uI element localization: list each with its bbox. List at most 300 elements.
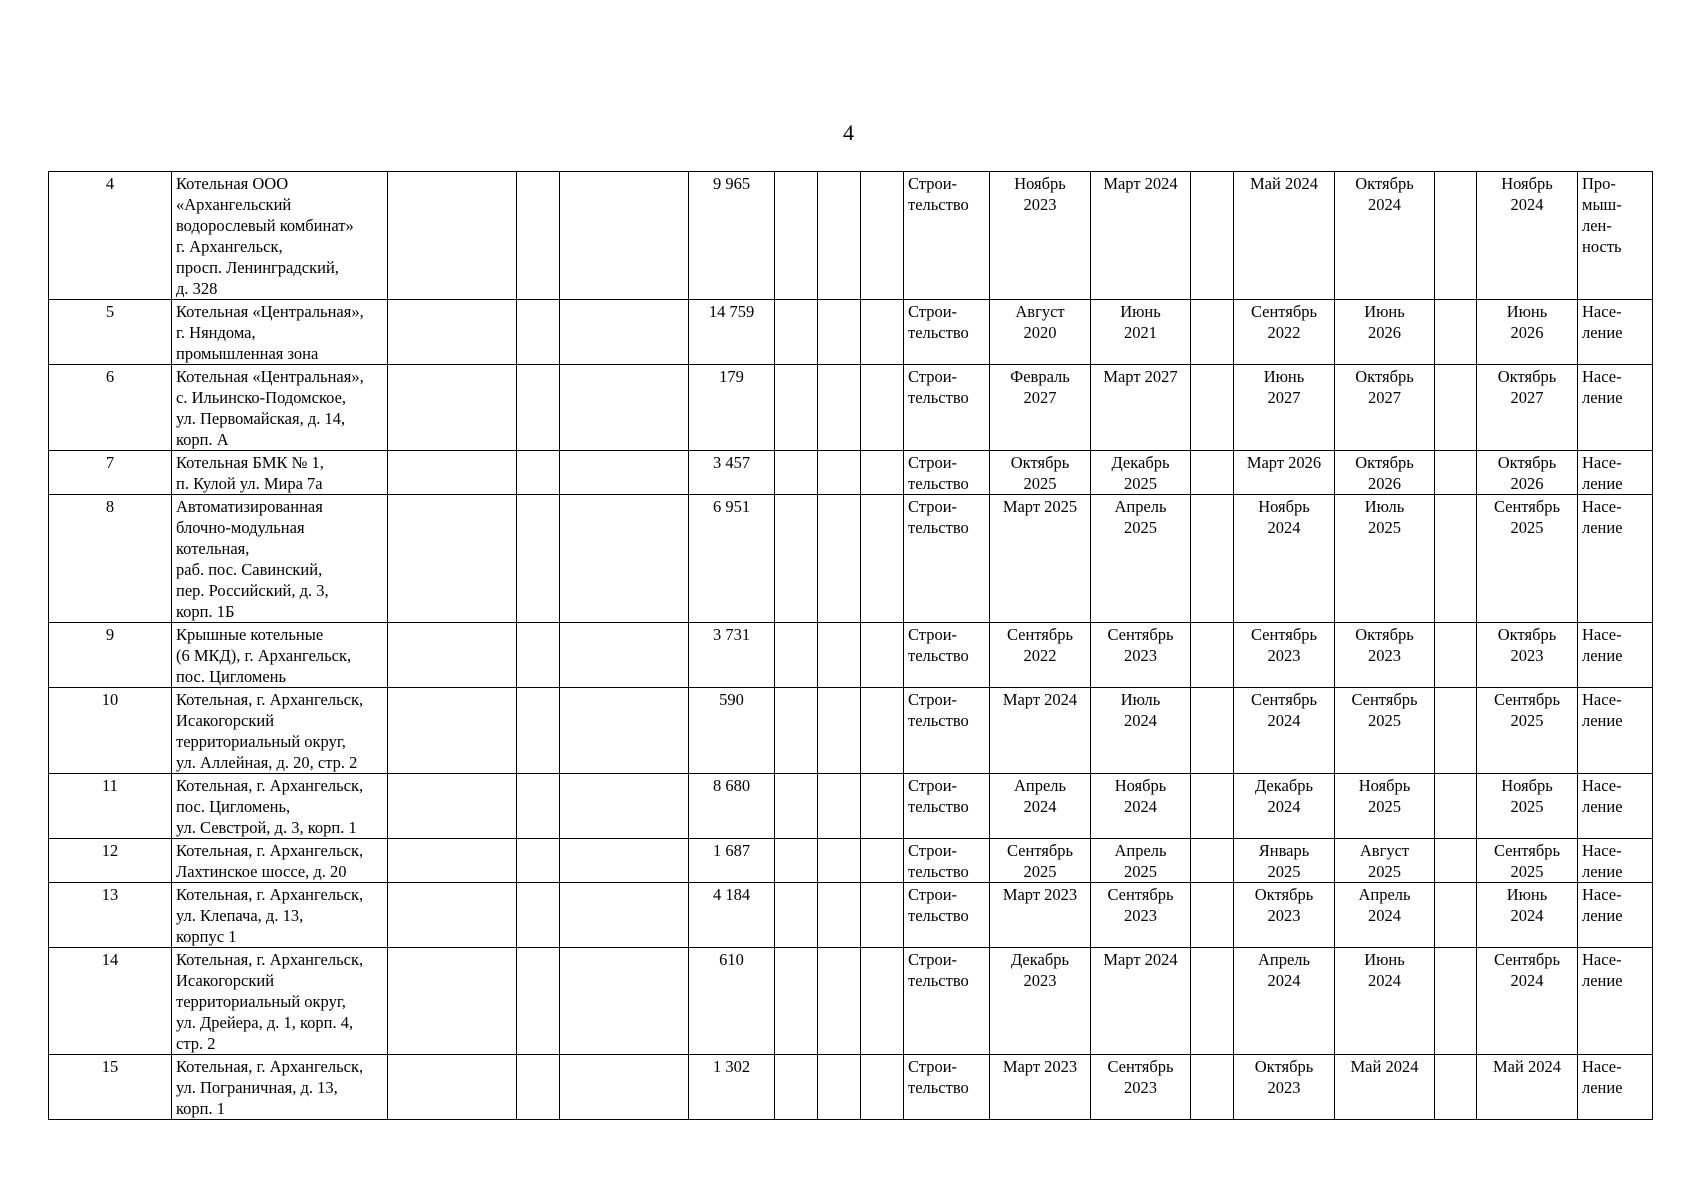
stage-type [904,883,990,948]
empty-cell [560,495,689,623]
object-name [172,1055,388,1120]
consumer-type [1578,172,1653,300]
date-2 [1091,300,1191,365]
date-3-line: 2023 [1267,646,1301,665]
row-number: 5 [49,300,172,365]
empty-cell [560,1055,689,1120]
consumer-type [1578,688,1653,774]
date-1-line: Март 2023 [1002,1057,1078,1076]
date-1-line: Октябрь [1010,453,1070,472]
date-1-line: 2025 [1023,862,1057,881]
empty-cell [861,623,904,688]
empty-cell [517,451,560,495]
empty-cell [388,495,517,623]
consumer-type-line: Насе- [1582,690,1622,709]
date-4-line: 2024 [1368,971,1401,990]
empty-cell [517,623,560,688]
empty-cell [775,883,818,948]
empty-cell [1435,495,1477,623]
date-3-line: Июнь [1263,367,1305,386]
capacity-value: 3 731 [689,623,775,688]
object-name-line: пер. Российский, д. 3, [176,581,329,600]
date-2 [1091,688,1191,774]
date-3 [1234,688,1335,774]
consumer-type-line: Насе- [1582,453,1622,472]
consumer-type [1578,839,1653,883]
object-name-line: ул. Аллейная, д. 20, стр. 2 [176,753,358,772]
date-5 [1477,172,1578,300]
consumer-type-line: мыш- [1582,195,1622,214]
boiler-table [48,171,1653,1120]
consumer-type-line: ление [1582,971,1623,990]
empty-cell [517,948,560,1055]
object-name-line: территориальный округ, [176,992,346,1011]
object-name-line: территориальный округ, [176,732,346,751]
empty-cell [1191,365,1234,451]
stage-type-line: Строи- [908,367,958,386]
date-4 [1335,839,1435,883]
date-3-line: Октябрь [1254,1057,1314,1076]
date-1-line: 2022 [1023,646,1057,665]
date-3-line: 2024 [1267,518,1301,537]
consumer-type-line: Насе- [1582,950,1622,969]
date-3-line: Декабрь [1254,776,1314,795]
consumer-type-line: ность [1582,237,1622,256]
date-1-line: Март 2023 [1002,885,1078,904]
date-3-line: Сентябрь [1250,625,1318,644]
date-5-line: 2027 [1510,388,1544,407]
date-5 [1477,623,1578,688]
date-2 [1091,172,1191,300]
date-1-line: Сентябрь [1006,625,1074,644]
empty-cell [1435,623,1477,688]
consumer-type [1578,623,1653,688]
table-row [49,774,1653,839]
object-name-line: Котельная, г. Архангельск, [176,950,364,969]
date-5-line: 2026 [1510,323,1544,342]
empty-cell [1435,451,1477,495]
date-2 [1091,774,1191,839]
date-5-line: Июнь [1506,885,1548,904]
object-name-line: корп. 1Б [176,602,235,621]
date-1-line: Сентябрь [1006,841,1074,860]
empty-cell [388,883,517,948]
date-2-line: Июль [1120,690,1161,709]
date-3-line: Май 2024 [1250,174,1318,193]
stage-type-line: Строи- [908,302,958,321]
date-2-line: Март 2027 [1103,367,1178,386]
date-4-line: Октябрь [1355,174,1414,193]
date-3 [1234,172,1335,300]
object-name-line: Котельная, г. Архангельск, [176,841,364,860]
date-5 [1477,300,1578,365]
empty-cell [1191,1055,1234,1120]
empty-cell [1435,688,1477,774]
empty-cell [861,365,904,451]
empty-cell [388,365,517,451]
empty-cell [517,495,560,623]
date-2 [1091,839,1191,883]
date-5 [1477,688,1578,774]
table-row [49,495,1653,623]
date-2-line: 2023 [1124,1078,1157,1097]
date-4-line: 2025 [1368,518,1401,537]
date-3 [1234,883,1335,948]
date-2-line: 2025 [1124,474,1157,493]
object-name-line: промышленная зона [176,344,319,363]
date-4 [1335,948,1435,1055]
capacity-value: 1 687 [689,839,775,883]
object-name-line: стр. 2 [176,1034,216,1053]
date-4-line: Сентябрь [1351,690,1418,709]
empty-cell [560,300,689,365]
consumer-type-line: Насе- [1582,367,1622,386]
empty-cell [861,451,904,495]
stage-type [904,688,990,774]
object-name-line: Котельная, г. Архангельск, [176,1057,364,1076]
date-3 [1234,839,1335,883]
object-name-line: котельная, [176,539,250,558]
date-1-line: Апрель [1013,776,1067,795]
empty-cell [560,839,689,883]
object-name [172,774,388,839]
empty-cell [517,172,560,300]
row-number: 4 [49,172,172,300]
date-3-line: Сентябрь [1250,302,1318,321]
date-3 [1234,300,1335,365]
date-5 [1477,495,1578,623]
date-3-line: Январь [1258,841,1310,860]
table-row [49,451,1653,495]
row-number: 15 [49,1055,172,1120]
empty-cell [517,774,560,839]
stage-type [904,172,990,300]
date-1 [990,839,1091,883]
object-name [172,495,388,623]
date-4-line: 2026 [1368,474,1401,493]
date-2-line: 2025 [1124,862,1157,881]
consumer-type [1578,300,1653,365]
date-4-line: Июнь [1364,302,1405,321]
date-2 [1091,623,1191,688]
date-3-line: Апрель [1257,950,1311,969]
stage-type-line: тельство [908,906,969,925]
date-5 [1477,883,1578,948]
row-number: 9 [49,623,172,688]
date-2-line: Март 2024 [1103,174,1178,193]
object-name-line: Исакогорский [176,711,275,730]
object-name-line: ул. Первомайская, д. 14, [176,409,346,428]
date-1 [990,688,1091,774]
object-name-line: д. 328 [176,279,218,298]
consumer-type-line: ление [1582,1078,1623,1097]
object-name-line: Автоматизированная [176,497,323,516]
consumer-type-line: ление [1582,711,1623,730]
empty-cell [517,300,560,365]
date-4 [1335,495,1435,623]
consumer-type-line: Насе- [1582,841,1622,860]
object-name [172,623,388,688]
date-5 [1477,365,1578,451]
consumer-type-line: ление [1582,797,1623,816]
empty-cell [388,839,517,883]
date-1 [990,774,1091,839]
date-1 [990,365,1091,451]
date-2 [1091,883,1191,948]
date-5-line: 2024 [1510,971,1544,990]
date-1-line: 2023 [1023,971,1057,990]
date-3-line: 2022 [1267,323,1301,342]
empty-cell [818,300,861,365]
empty-cell [517,839,560,883]
date-2-line: Декабрь [1111,453,1170,472]
date-1-line: Ноябрь [1014,174,1066,193]
date-1-line: 2023 [1023,195,1057,214]
object-name-line: блочно-модульная [176,518,305,537]
date-4 [1335,623,1435,688]
object-name-line: пос. Цигломень, [176,797,291,816]
empty-cell [818,839,861,883]
date-4-line: Май 2024 [1350,1057,1419,1076]
date-3 [1234,1055,1335,1120]
object-name [172,948,388,1055]
date-2 [1091,495,1191,623]
object-name-line: ул. Дрейера, д. 1, корп. 4, [176,1013,354,1032]
empty-cell [388,688,517,774]
empty-cell [560,883,689,948]
empty-cell [818,688,861,774]
date-5-line: 2026 [1510,474,1544,493]
consumer-type-line: Насе- [1582,302,1622,321]
consumer-type-line: ление [1582,646,1623,665]
capacity-value: 6 951 [689,495,775,623]
empty-cell [775,365,818,451]
date-2-line: 2024 [1124,797,1157,816]
date-4-line: 2024 [1368,906,1401,925]
empty-cell [861,688,904,774]
date-5-line: Октябрь [1497,367,1557,386]
date-5-line: Октябрь [1497,453,1557,472]
date-5-line: Сентябрь [1493,690,1561,709]
date-2 [1091,1055,1191,1120]
date-5-line: 2023 [1510,646,1544,665]
date-3 [1234,451,1335,495]
empty-cell [388,1055,517,1120]
date-1 [990,883,1091,948]
empty-cell [560,774,689,839]
stage-type-line: тельство [908,1078,969,1097]
row-number: 14 [49,948,172,1055]
empty-cell [1191,688,1234,774]
consumer-type-line: ление [1582,474,1623,493]
empty-cell [861,300,904,365]
date-4-line: 2024 [1368,195,1401,214]
object-name-line: Котельная «Центральная», [176,367,364,386]
empty-cell [775,1055,818,1120]
empty-cell [818,774,861,839]
date-1 [990,495,1091,623]
date-5-line: 2025 [1510,518,1544,537]
consumer-type-line: Насе- [1582,885,1622,904]
date-4-line: 2025 [1368,862,1401,881]
empty-cell [388,948,517,1055]
empty-cell [861,774,904,839]
capacity-value: 4 184 [689,883,775,948]
empty-cell [775,451,818,495]
empty-cell [1191,495,1234,623]
date-5-line: Сентябрь [1493,497,1561,516]
stage-type-line: Строи- [908,950,958,969]
object-name-line: Котельная, г. Архангельск, [176,885,364,904]
date-2 [1091,948,1191,1055]
date-1-line: 2027 [1023,388,1057,407]
date-4 [1335,774,1435,839]
empty-cell [1191,451,1234,495]
date-2-line: 2021 [1124,323,1157,342]
date-1-line: Декабрь [1010,950,1070,969]
date-5-line: Ноябрь [1501,174,1553,193]
stage-type [904,839,990,883]
date-2-line: Сентябрь [1107,1057,1174,1076]
empty-cell [560,172,689,300]
date-3 [1234,495,1335,623]
date-5 [1477,774,1578,839]
empty-cell [517,365,560,451]
row-number: 12 [49,839,172,883]
stage-type-line: тельство [908,797,969,816]
date-4 [1335,688,1435,774]
date-3-line: 2024 [1267,797,1301,816]
date-3 [1234,365,1335,451]
object-name-line: ул. Пограничная, д. 13, [176,1078,338,1097]
capacity-value: 1 302 [689,1055,775,1120]
date-3-line: 2023 [1267,906,1301,925]
stage-type-line: Строи- [908,1057,958,1076]
row-number: 11 [49,774,172,839]
date-4-line: 2025 [1368,711,1401,730]
consumer-type [1578,1055,1653,1120]
date-1 [990,623,1091,688]
object-name [172,451,388,495]
consumer-type-line: ление [1582,388,1623,407]
object-name-line: пос. Цигломень [176,667,287,686]
row-number: 6 [49,365,172,451]
consumer-type-line: лен- [1582,216,1612,235]
date-1-line: Март 2025 [1002,497,1078,516]
date-5-line: Сентябрь [1493,950,1561,969]
empty-cell [861,948,904,1055]
date-5-line: Октябрь [1497,625,1557,644]
table-row [49,883,1653,948]
date-3-line: 2025 [1267,862,1301,881]
date-4-line: Апрель [1358,885,1411,904]
object-name-line: с. Ильинско-Подомское, [176,388,347,407]
table-row [49,1055,1653,1120]
empty-cell [775,172,818,300]
date-2-line: Июнь [1120,302,1161,321]
date-4 [1335,883,1435,948]
date-1-line: 2024 [1023,797,1057,816]
empty-cell [818,883,861,948]
capacity-value: 14 759 [689,300,775,365]
object-name-line: Крышные котельные [176,625,324,644]
empty-cell [517,688,560,774]
empty-cell [388,300,517,365]
consumer-type [1578,495,1653,623]
consumer-type-line: Насе- [1582,776,1622,795]
date-5-line: 2024 [1510,906,1544,925]
empty-cell [388,451,517,495]
date-4-line: Октябрь [1355,367,1414,386]
consumer-type-line: Про- [1582,174,1616,193]
stage-type [904,365,990,451]
date-4-line: 2026 [1368,323,1401,342]
stage-type-line: Строи- [908,841,958,860]
empty-cell [517,1055,560,1120]
date-2-line: 2023 [1124,646,1157,665]
consumer-type-line: ление [1582,518,1623,537]
date-1-line: Февраль [1010,367,1070,386]
object-name [172,300,388,365]
date-5-line: Июнь [1506,302,1548,321]
empty-cell [517,883,560,948]
table-row [49,623,1653,688]
table-row [49,172,1653,300]
empty-cell [560,948,689,1055]
object-name-line: ул. Севстрой, д. 3, корп. 1 [176,818,357,837]
date-4-line: Ноябрь [1358,776,1411,795]
consumer-type [1578,774,1653,839]
object-name [172,365,388,451]
empty-cell [861,839,904,883]
object-name-line: п. Кулой ул. Мира 7а [176,474,323,493]
object-name-line: корп. 1 [176,1099,226,1118]
object-name-line: Котельная, г. Архангельск, [176,776,364,795]
empty-cell [388,774,517,839]
object-name-line: раб. пос. Савинский, [176,560,323,579]
empty-cell [1435,883,1477,948]
empty-cell [775,948,818,1055]
date-5-line: Ноябрь [1501,776,1553,795]
date-5 [1477,839,1578,883]
stage-type-line: тельство [908,646,969,665]
object-name-line: Лахтинское шоссе, д. 20 [176,862,347,881]
date-5-line: 2025 [1510,711,1544,730]
date-2 [1091,365,1191,451]
date-4-line: Июнь [1364,950,1405,969]
stage-type [904,948,990,1055]
object-name-line: Котельная «Центральная», [176,302,364,321]
table-row [49,948,1653,1055]
object-name-line: корп. А [176,430,229,449]
consumer-type [1578,365,1653,451]
date-5-line: Май 2024 [1493,1057,1561,1076]
date-4-line: 2025 [1368,797,1401,816]
date-4-line: 2023 [1368,646,1401,665]
object-name-line: Котельная, г. Архангельск, [176,690,364,709]
consumer-type-line: Насе- [1582,497,1622,516]
empty-cell [861,1055,904,1120]
empty-cell [1191,172,1234,300]
consumer-type-line: ление [1582,906,1623,925]
date-4 [1335,300,1435,365]
stage-type-line: Строи- [908,885,958,904]
date-4-line: Июль [1364,497,1405,516]
date-4-line: Август [1359,841,1410,860]
date-5-line: 2025 [1510,797,1544,816]
capacity-value: 610 [689,948,775,1055]
date-1-line: Март 2024 [1002,690,1078,709]
